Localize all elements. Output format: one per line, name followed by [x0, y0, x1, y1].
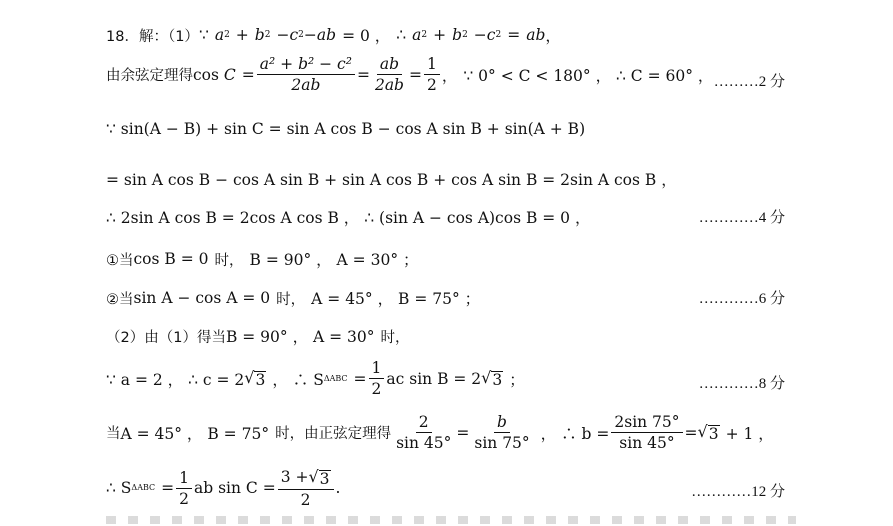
- sine-law-text: 时，由正弦定理得: [275, 426, 392, 442]
- part-2-cond: B = 90° ， A = 30°: [225, 328, 375, 346]
- op: −: [473, 26, 487, 44]
- therefore-b: ， ∴ b =: [540, 424, 610, 443]
- frac-den: 2ab: [291, 76, 321, 94]
- plus-one: + 1 ，: [725, 424, 774, 443]
- fraction-ab: [372, 56, 407, 93]
- frac-den: sin 75°: [474, 434, 530, 452]
- line-10: [106, 414, 774, 451]
- score-8: …………8 分: [698, 376, 785, 392]
- semicolon: ；: [509, 370, 525, 389]
- op: −: [303, 26, 317, 44]
- var-c: c: [486, 26, 496, 44]
- line-3: [106, 120, 585, 138]
- var-b: b: [452, 26, 463, 44]
- op: +: [433, 26, 447, 44]
- frac-num: b: [494, 414, 510, 433]
- equals: =: [161, 479, 175, 497]
- line-4: [106, 168, 677, 190]
- var-ab: ab: [316, 26, 337, 44]
- num-text: 3 +: [280, 468, 309, 486]
- therefore-symbol: ∴: [396, 26, 407, 44]
- frac-num: [278, 468, 334, 490]
- cut-off-next-line: [106, 516, 796, 524]
- sine-expansion: ∵ sin(A − B) + sin C = sin A cos B − cos A sin B + sin(A + B): [106, 120, 586, 138]
- fraction-b-sin75: [471, 414, 532, 451]
- var-ab: ab: [526, 26, 546, 44]
- period: .: [335, 479, 341, 497]
- frac-num: 1: [176, 470, 192, 489]
- angles: A = 45° ， B = 75°: [120, 424, 270, 443]
- equals-zero: = 0 ，: [342, 27, 391, 45]
- radicand: 3: [255, 371, 266, 389]
- when-text: 时，: [214, 252, 244, 269]
- area-expr: ab sin C =: [194, 479, 276, 497]
- frac-den: 2: [179, 489, 189, 508]
- equals: =: [353, 369, 367, 388]
- score-6: …………6 分: [698, 291, 785, 307]
- equals: =: [456, 423, 470, 442]
- frac-den: sin 45°: [619, 434, 675, 452]
- equals: =: [408, 65, 422, 84]
- line-7: [106, 287, 480, 309]
- frac-den: sin 45°: [396, 434, 452, 452]
- frac-den: 2: [300, 491, 311, 509]
- fraction-2-sin45: [393, 414, 454, 451]
- case-1-cond: cos B = 0: [133, 250, 209, 268]
- frac-den: 2ab: [374, 76, 404, 94]
- sine-simplify: = sin A cos B − cos A sin B + sin A cos B + cos A sin B = 2sin A cos B ，: [106, 171, 677, 189]
- var-a: a: [214, 26, 225, 44]
- sqrt-3: √ 3: [481, 368, 503, 389]
- line-9: ∵ a = 2 ， ∴ c = 2 √ 3 ， ∴ S ΔABC = $\frac{1}{2}$ ac sin B = 2 √ 3 ；: [106, 359, 525, 398]
- area-expr: ac sin B = 2: [386, 369, 482, 388]
- comma: ，: [441, 66, 458, 85]
- line-1: 18．解：（1） ∵ a 2 + b 2 − c 2 − ab = 0 ， ∴ a 2 + b 2 − c 2 = ab ，: [106, 26, 561, 45]
- line-8: [106, 325, 410, 347]
- when-prefix: 当: [106, 426, 121, 442]
- op: =: [507, 26, 521, 44]
- area-symbol: ， ∴ S: [272, 370, 324, 389]
- var-C: C: [223, 65, 236, 84]
- comma: ，: [545, 27, 561, 45]
- case-1-label: ①当: [106, 252, 134, 269]
- fraction-half: [369, 360, 385, 397]
- equals: =: [241, 65, 255, 84]
- op: +: [235, 26, 249, 44]
- cos-func: cos: [193, 65, 219, 84]
- frac-den: 2: [371, 380, 382, 398]
- fraction-final: [278, 468, 334, 508]
- fraction-half: [176, 470, 192, 507]
- frac-num: ab: [377, 56, 402, 75]
- line-5: [106, 206, 590, 228]
- because-symbol: ∵: [198, 26, 209, 44]
- frac-den: 2: [426, 76, 437, 94]
- when-text: 时，: [276, 291, 306, 308]
- op: −: [276, 26, 290, 44]
- radicand: 3: [319, 470, 330, 488]
- radicand: 3: [492, 371, 503, 389]
- area-symbol: ∴ S: [106, 479, 132, 497]
- score-2: ………2 分: [713, 74, 785, 90]
- frac-num: 1: [424, 56, 440, 75]
- problem-number: 18．解：（1）: [106, 28, 199, 45]
- angle-range: ∵ 0° < C < 180° ， ∴ C = 60° ，: [463, 66, 714, 85]
- part-2-intro: （2）由（1）得当: [106, 329, 226, 346]
- var-c: c: [289, 26, 299, 44]
- sqrt-3: √ 3: [244, 368, 266, 389]
- var-b: b: [254, 26, 265, 44]
- frac-num: 2sin 75°: [611, 414, 682, 433]
- frac-num: a² + b² − c²: [257, 56, 355, 75]
- case-2-label: ②当: [106, 291, 134, 308]
- score-12: …………12 分: [691, 484, 785, 500]
- line-6: [106, 248, 419, 270]
- case-1-result: B = 90° ， A = 30° ；: [249, 251, 419, 269]
- case-2-cond: sin A − cos A = 0: [133, 289, 271, 307]
- radicand: 3: [708, 425, 719, 443]
- line-2: [106, 56, 713, 93]
- sqrt-3: √ 3: [697, 422, 719, 443]
- score-4: …………4 分: [698, 210, 785, 226]
- equals: =: [684, 423, 698, 442]
- equals: =: [356, 65, 370, 84]
- cosine-law-text: 由余弦定理得: [106, 68, 193, 84]
- case-2-result: A = 45° ， B = 75° ；: [311, 290, 481, 308]
- line-11: ∴ S ΔABC = $\frac{1}{2}$ ab sin C = 3 + √ 3 2 .: [106, 467, 341, 509]
- fraction-half: [424, 56, 440, 93]
- fraction-b-value: [611, 414, 682, 451]
- side-values: ∵ a = 2 ， ∴ c = 2: [106, 370, 245, 389]
- var-a: a: [412, 26, 422, 44]
- frac-num: 2: [416, 414, 432, 433]
- frac-num: 1: [369, 360, 385, 379]
- sqrt-3: √ 3: [308, 467, 330, 488]
- factor-equation: ∴ 2sin A cos B = 2cos A cos B ， ∴ (sin A − cos A)cos B = 0 ，: [106, 209, 591, 227]
- fraction-cosC: [257, 56, 355, 93]
- when-text: 时，: [380, 329, 410, 346]
